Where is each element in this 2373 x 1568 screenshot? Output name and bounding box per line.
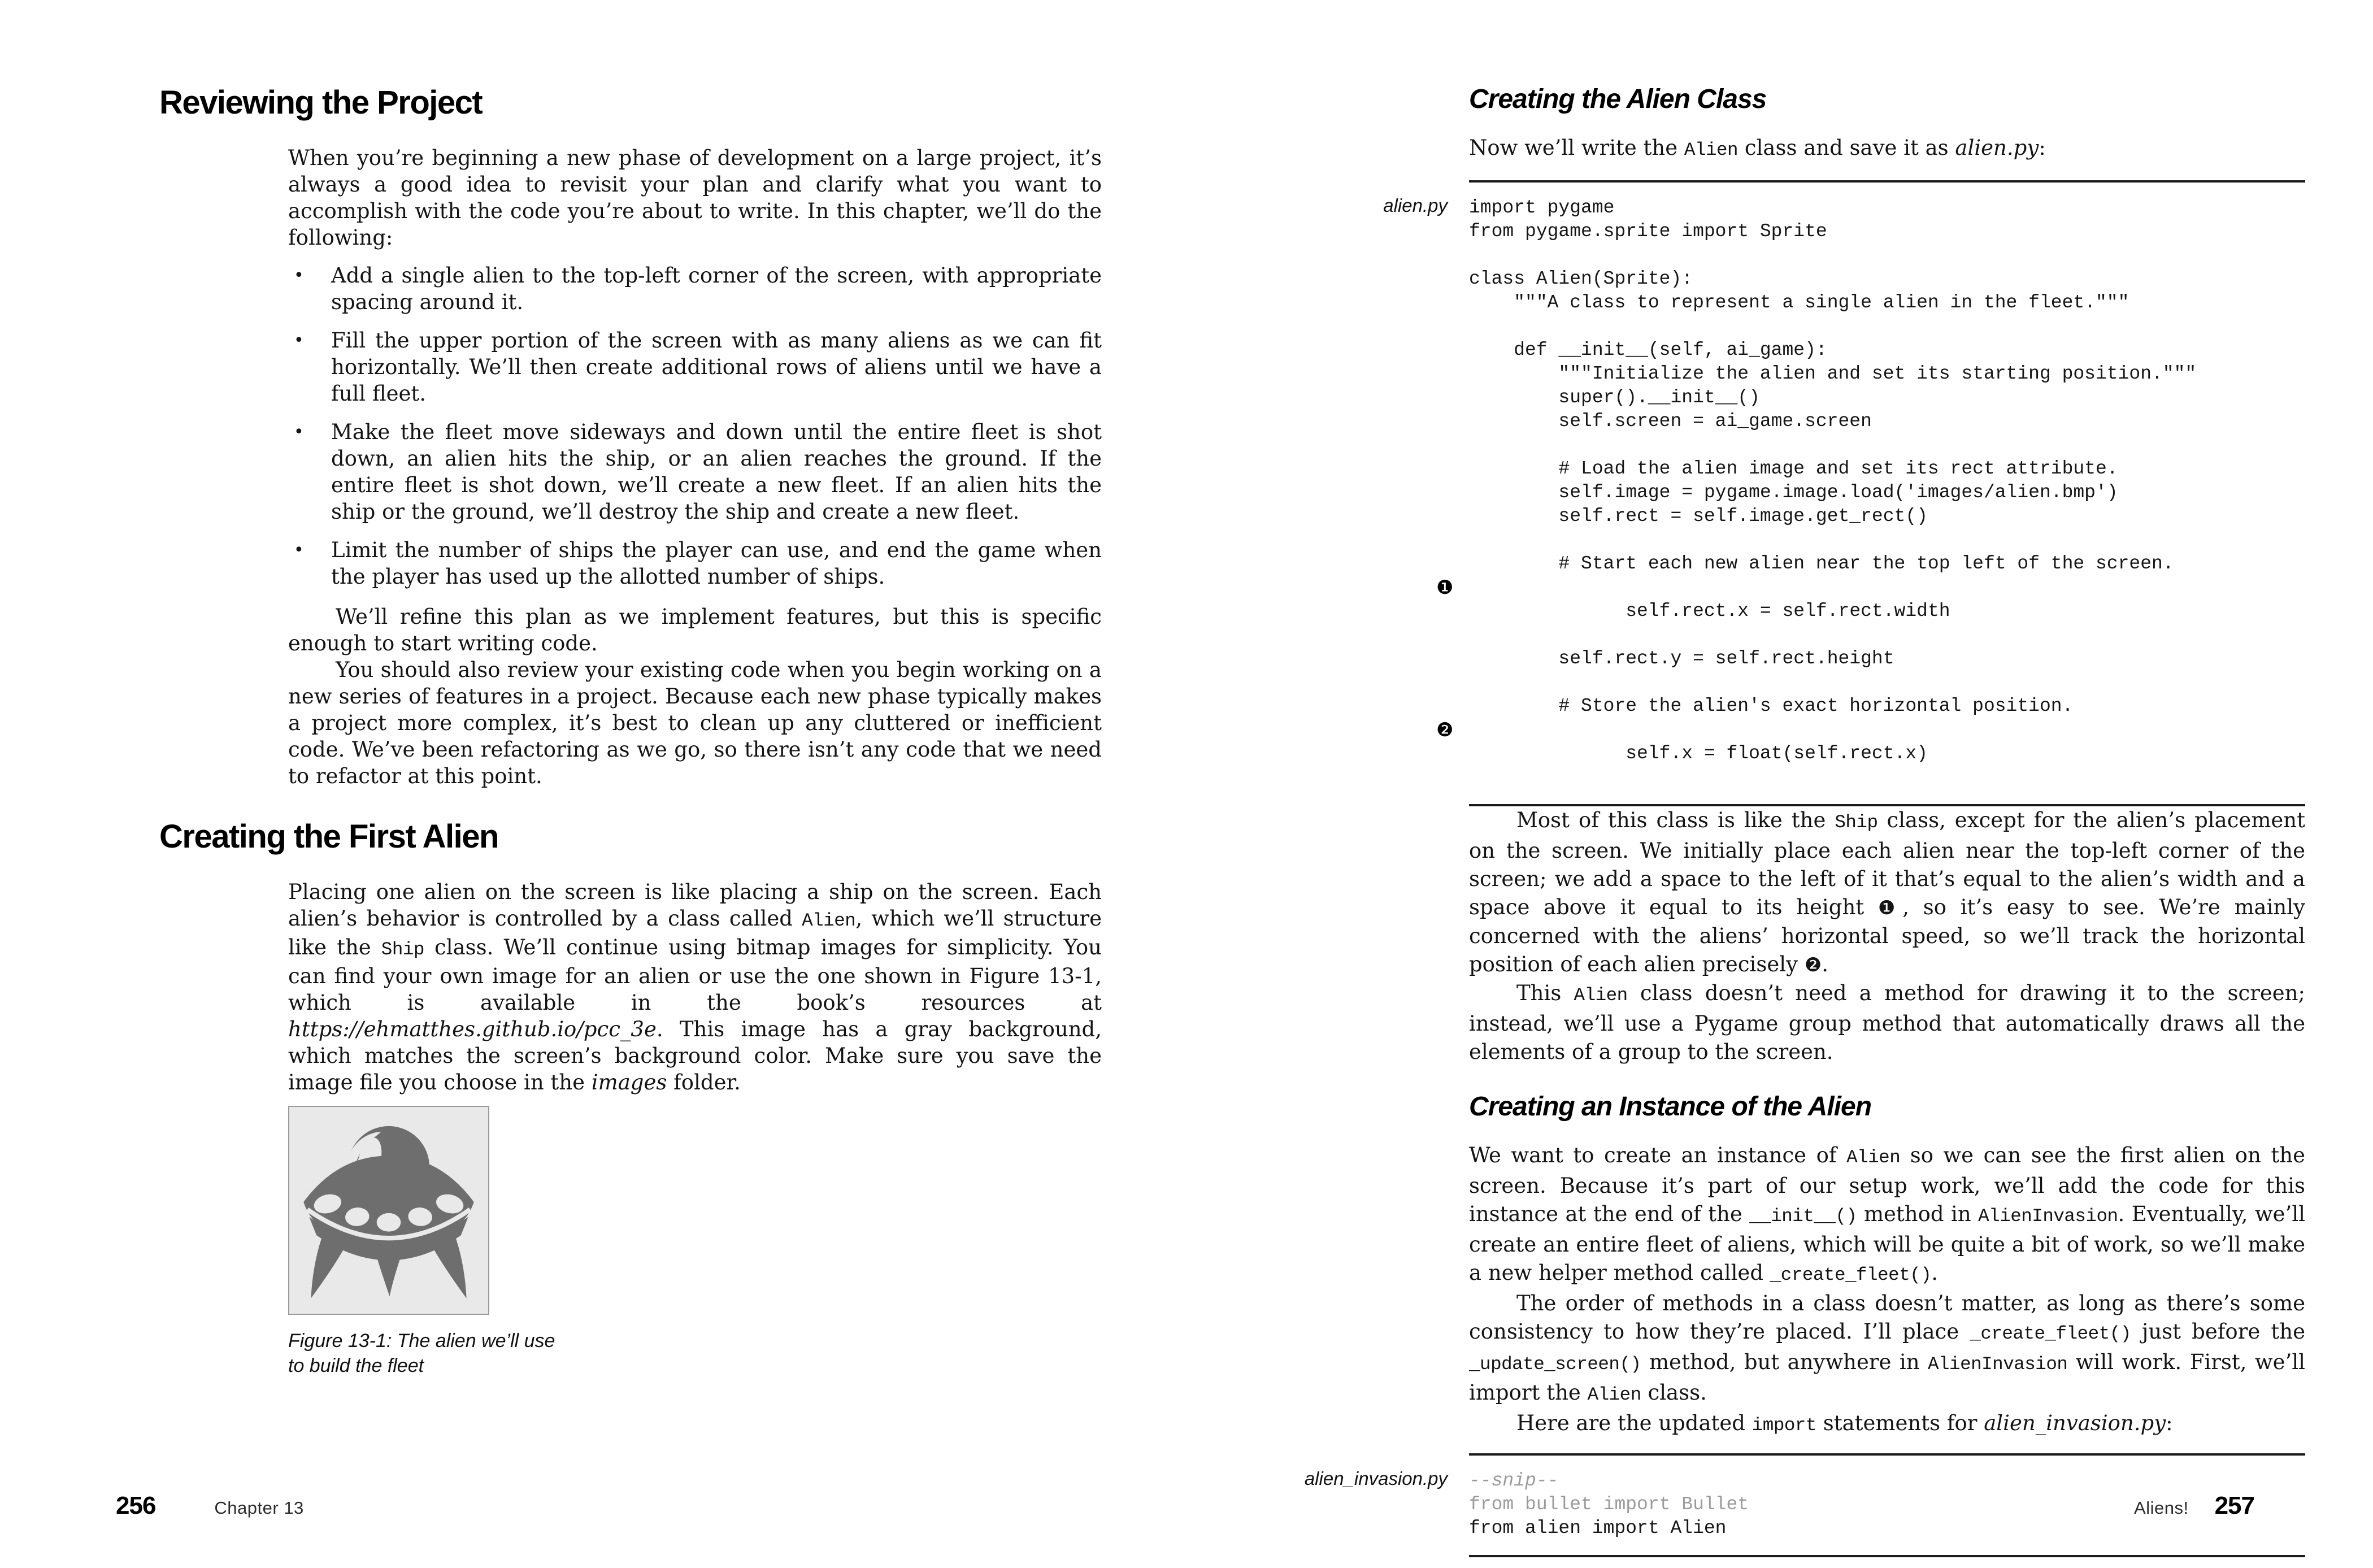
inline-code: _create_fleet() <box>1770 1264 1932 1285</box>
text-segment: folder. <box>667 1070 741 1094</box>
code-line: import pygame <box>1469 197 1615 218</box>
text-segment: statements for <box>1816 1410 1984 1435</box>
list-item-text: Add a single alien to the top-left corner of the screen, with appropriate spacing around it. <box>331 263 1102 314</box>
running-head-title: Aliens! <box>2134 1498 2189 1518</box>
code-line <box>1469 528 2305 552</box>
paragraph-placing <box>288 879 1102 1096</box>
text-segment: so we can see the first alien on the screen. Because it’s part of our setup work, we’ll add the code for this instance at the end of the <box>1469 1143 2306 1226</box>
figure-caption-line: to build the fleet <box>288 1354 424 1376</box>
text-segment: , which we’ll structure like the <box>288 906 1102 959</box>
text-segment: The order of methods in a class doesn’t matter, as long as there’s some consistency to how they’re placed. I’ll place <box>1469 1291 2305 1344</box>
code-line-with-callout-2 <box>1436 718 2305 789</box>
running-head-chapter: Chapter 13 <box>214 1498 304 1518</box>
paragraph-updated-imports <box>1469 1409 2305 1440</box>
list-item-text: Make the fleet move sideways and down until the entire fleet is shot down, an alien hits the ship, or an alien reaches the ground. If the entire fleet is shot down, we’ll create a new fleet. If an alien hits the ship or the ground, we’ll destroy the ship and create a new fleet. <box>331 419 1102 524</box>
page-number-right: 257 <box>2214 1492 2254 1519</box>
list-item-text: Limit the number of ships the player can use, and end the game when the player has used up the allotted number of ships. <box>331 537 1102 589</box>
text-segment: We want to create an instance of <box>1469 1143 1847 1167</box>
listing-filename-label: alien_invasion.py <box>1304 1467 1448 1489</box>
plan-bullet-list <box>294 262 1102 590</box>
inline-code: Alien <box>1574 984 1628 1006</box>
code-line: from bullet import Bullet <box>1469 1493 1749 1515</box>
code-line: """A class to represent a single alien in the fleet.""" <box>1469 292 2129 313</box>
alien-ufo-image <box>295 1113 482 1308</box>
listing-filename-label: alien.py <box>1383 194 1448 216</box>
text-segment: Here are the updated <box>1516 1410 1752 1435</box>
inline-code: __init__() <box>1749 1205 1857 1227</box>
callout-1-reference: ❶ <box>1877 896 1903 919</box>
section-heading-instance: Creating an Instance of the Alien <box>1469 1091 1872 1122</box>
list-item <box>294 419 1102 525</box>
figure-13-1 <box>288 1106 489 1315</box>
left-page <box>159 85 1102 1378</box>
text-segment: method in <box>1857 1201 1979 1226</box>
inline-code: AlienInvasion <box>1978 1205 2118 1227</box>
inline-code: Ship <box>1835 811 1878 833</box>
code-line: self.image = pygame.image.load('images/alien.bmp') <box>1469 481 2118 503</box>
text-segment: . <box>1931 1260 1939 1285</box>
code-line: self.rect = self.image.get_rect() <box>1469 505 1928 527</box>
text-segment: . Eventually, we’ll create an entire fleet of aliens, which will be quite a bit of work, so we’ll make a new helper method called <box>1469 1201 2305 1285</box>
text-segment: . <box>1822 952 1829 976</box>
inline-code: Alien <box>1684 139 1739 160</box>
paragraph-now-write <box>1469 134 2305 164</box>
code-line <box>1469 315 2305 338</box>
images-folder-name: images <box>591 1070 667 1094</box>
text-segment: class and save it as <box>1738 135 1955 160</box>
code-line: # Store the alien's exact horizontal position. <box>1469 695 2074 716</box>
inline-code: Alien <box>1587 1384 1641 1405</box>
text-segment: Most of this class is like the <box>1516 807 1835 832</box>
text-segment: , so it’s easy to see. We’re mainly concerned with the aliens’ horizontal speed, so we’ll track the horizontal position of each alien precisely <box>1469 894 2305 976</box>
text-segment: will work. First, we’ll import the <box>1469 1349 2305 1405</box>
inline-code: _update_screen() <box>1469 1353 1641 1375</box>
inline-code: Ship <box>381 939 424 960</box>
code-line: """Initialize the alien and set its starting position.""" <box>1469 363 2197 384</box>
code-listing-alien-py <box>1383 180 2305 806</box>
code-line <box>1469 671 2305 694</box>
list-item <box>294 262 1102 315</box>
code-line: super().__init__() <box>1469 386 1760 408</box>
text-segment: class doesn’t need a method for drawing it to the screen; instead, we’ll use a Pygame group method that automatically draws all the elements of a group to the screen. <box>1469 980 2305 1064</box>
paragraph-this-alien-class <box>1469 979 2305 1066</box>
code-line: def __init__(self, ai_game): <box>1469 339 1827 360</box>
text-segment: Now we’ll write the <box>1469 135 1684 160</box>
bullet-icon: • <box>294 540 304 560</box>
text-segment: : <box>2166 1410 2173 1435</box>
code-line-with-callout-1 <box>1436 576 2305 647</box>
bullet-icon: • <box>294 330 304 350</box>
text-segment: method, but anywhere in <box>1641 1349 1928 1374</box>
inline-code: AlienInvasion <box>1927 1353 2068 1375</box>
figure-caption-line: Figure 13-1: The alien we’ll use <box>288 1330 555 1352</box>
bullet-icon: • <box>294 265 304 285</box>
section-heading-first-alien: Creating the First Alien <box>159 818 498 855</box>
callout-2-marker: ❷ <box>1436 718 1454 741</box>
text-segment: class. <box>1641 1380 1707 1405</box>
figure-caption <box>288 1328 1102 1378</box>
code-line: # Load the alien image and set its rect attribute. <box>1469 458 2118 479</box>
text-segment: This <box>1516 980 1574 1005</box>
code-line: class Alien(Sprite): <box>1469 268 1693 289</box>
inline-code: Alien <box>802 910 856 931</box>
code-line: # Start each new alien near the top left of the screen. <box>1469 553 2174 574</box>
text-segment: class. We’ll continue using bitmap images for simplicity. You can find your own image for an alien or use the one shown in Figure 13-1, which is available in the book’s resources at <box>288 935 1102 1015</box>
text-segment: just before the <box>2131 1319 2305 1344</box>
inline-code: import <box>1751 1414 1816 1436</box>
filename-alien-py: alien.py <box>1955 135 2039 160</box>
bullet-icon: • <box>294 422 304 442</box>
paragraph-want-instance <box>1469 1141 2305 1289</box>
paragraph-refine: We’ll refine this plan as we implement features, but this is specific enough to start writing code. <box>288 604 1102 655</box>
code-line <box>1469 433 2305 457</box>
list-item <box>294 537 1102 590</box>
code-line: from pygame.sprite import Sprite <box>1469 220 1827 242</box>
code-line-snip: --snip-- <box>1469 1470 1559 1491</box>
text-segment: . This image has a gray background, which matches the screen’s background color. Make sure you save the image file you choose in the <box>288 1017 1102 1094</box>
book-resources-url: https://ehmatthes.github.io/pcc_3e <box>288 1017 657 1041</box>
text-segment: : <box>2039 135 2046 160</box>
code-line: self.rect.y = self.rect.height <box>1469 648 1894 669</box>
paragraph-intro: When you’re beginning a new phase of development on a large project, it’s always a good idea to revisit your plan and clarify what you want to accomplish with the code you’re about to write. In this chapter, we’ll do the following: <box>288 145 1102 250</box>
paragraph-method-order <box>1469 1289 2305 1409</box>
left-page-footer <box>116 1492 304 1520</box>
right-page <box>1304 84 2306 1557</box>
section-heading-alien-class: Creating the Alien Class <box>1469 84 1767 114</box>
paragraph-review: You should also review your existing code when you begin working on a new series of features in a project. Because each new phase typically makes a project more complex, it’s best to clean up any cluttered or inefficient code. We’ve been refactoring as we go, so there isn’t any code that we need to refactor at this point. <box>288 657 1102 788</box>
paragraph-most-of-class <box>1469 806 2305 979</box>
text-segment: Placing one alien on the screen is like placing a ship on the screen. Each alien’s behavior is controlled by a class called <box>288 879 1102 931</box>
right-page-footer <box>1469 1492 2254 1520</box>
inline-code: Alien <box>1846 1146 1901 1168</box>
text-segment: class, except for the alien’s placement on the screen. We initially place each alien near the top-left corner of the screen; we add a space to the left of it that’s equal to the alien’s width and a space above it equal to its height <box>1469 807 2305 919</box>
section-heading-reviewing-project: Reviewing the Project <box>159 84 483 121</box>
callout-2-reference: ❷ <box>1804 953 1822 976</box>
inline-code: _create_fleet() <box>1970 1323 2131 1344</box>
list-item <box>294 327 1102 407</box>
callout-1-marker: ❶ <box>1436 576 1454 599</box>
code-line: self.screen = ai_game.screen <box>1469 410 1872 432</box>
list-item-text: Fill the upper portion of the screen with as many aliens as we can fit horizontally. We’ll then create additional rows of aliens until we have a full fleet. <box>331 328 1102 406</box>
filename-alien-invasion-py: alien_invasion.py <box>1984 1410 2166 1435</box>
code-text: self.rect.x = self.rect.width <box>1536 600 1950 622</box>
code-text: self.x = float(self.rect.x) <box>1536 742 1928 764</box>
code-line <box>1469 244 2305 267</box>
code-line: from alien import Alien <box>1469 1517 1727 1539</box>
page-number-left: 256 <box>116 1492 156 1519</box>
